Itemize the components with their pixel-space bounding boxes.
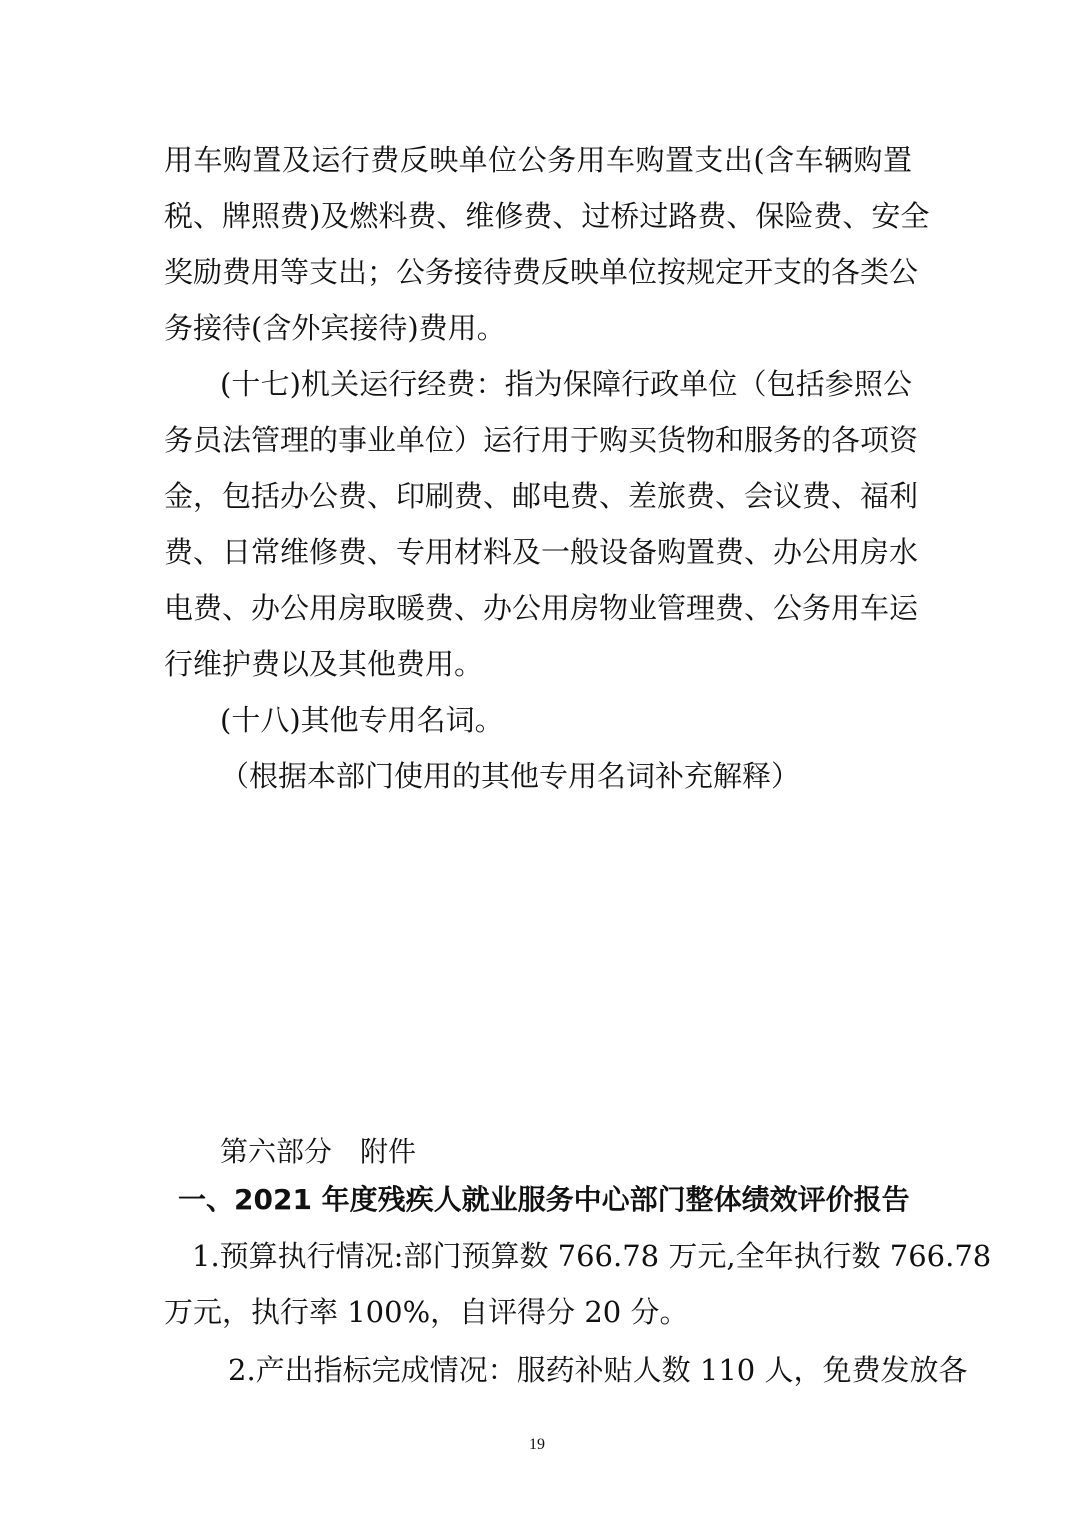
body-line-6: 务员法管理的事业单位）运行用于购买货物和服务的各项资 <box>164 423 919 457</box>
body-line-8: 费、日常维修费、专用材料及一般设备购置费、办公用房水 <box>164 535 919 569</box>
section-title: 第六部分 附件 <box>220 1135 417 1168</box>
body-line-2: 税、牌照费)及燃料费、维修费、过桥过路费、保险费、安全 <box>164 199 930 233</box>
body-line-7: 金，包括办公费、印刷费、邮电费、差旅费、会议费、福利 <box>164 479 919 513</box>
page-number: 19 <box>529 1436 545 1453</box>
body-line-5: (十七)机关运行经费：指为保障行政单位（包括参照公 <box>220 367 912 401</box>
report-line-1: 1.预算执行情况:部门预算数 766.78 万元,全年执行数 766.78 <box>192 1239 992 1273</box>
body-line-1: 用车购置及运行费反映单位公务用车购置支出(含车辆购置 <box>164 143 912 177</box>
body-line-4: 务接待(含外宾接待)费用。 <box>164 311 506 345</box>
body-line-10: 行维护费以及其他费用。 <box>164 647 484 681</box>
report-title: 一、2021 年度残疾人就业服务中心部门整体绩效评价报告 <box>178 1183 910 1216</box>
body-line-11: (十八)其他专用名词。 <box>220 703 504 737</box>
report-line-2: 万元，执行率 100%，自评得分 20 分。 <box>164 1295 689 1329</box>
body-line-9: 电费、办公用房取暖费、办公用房物业管理费、公务用车运 <box>164 591 919 625</box>
report-line-3: 2.产出指标完成情况：服药补贴人数 110 人，免费发放各 <box>228 1353 968 1387</box>
body-line-12: （根据本部门使用的其他专用名词补充解释） <box>220 759 801 793</box>
body-line-3: 奖励费用等支出；公务接待费反映单位按规定开支的各类公 <box>164 255 919 289</box>
